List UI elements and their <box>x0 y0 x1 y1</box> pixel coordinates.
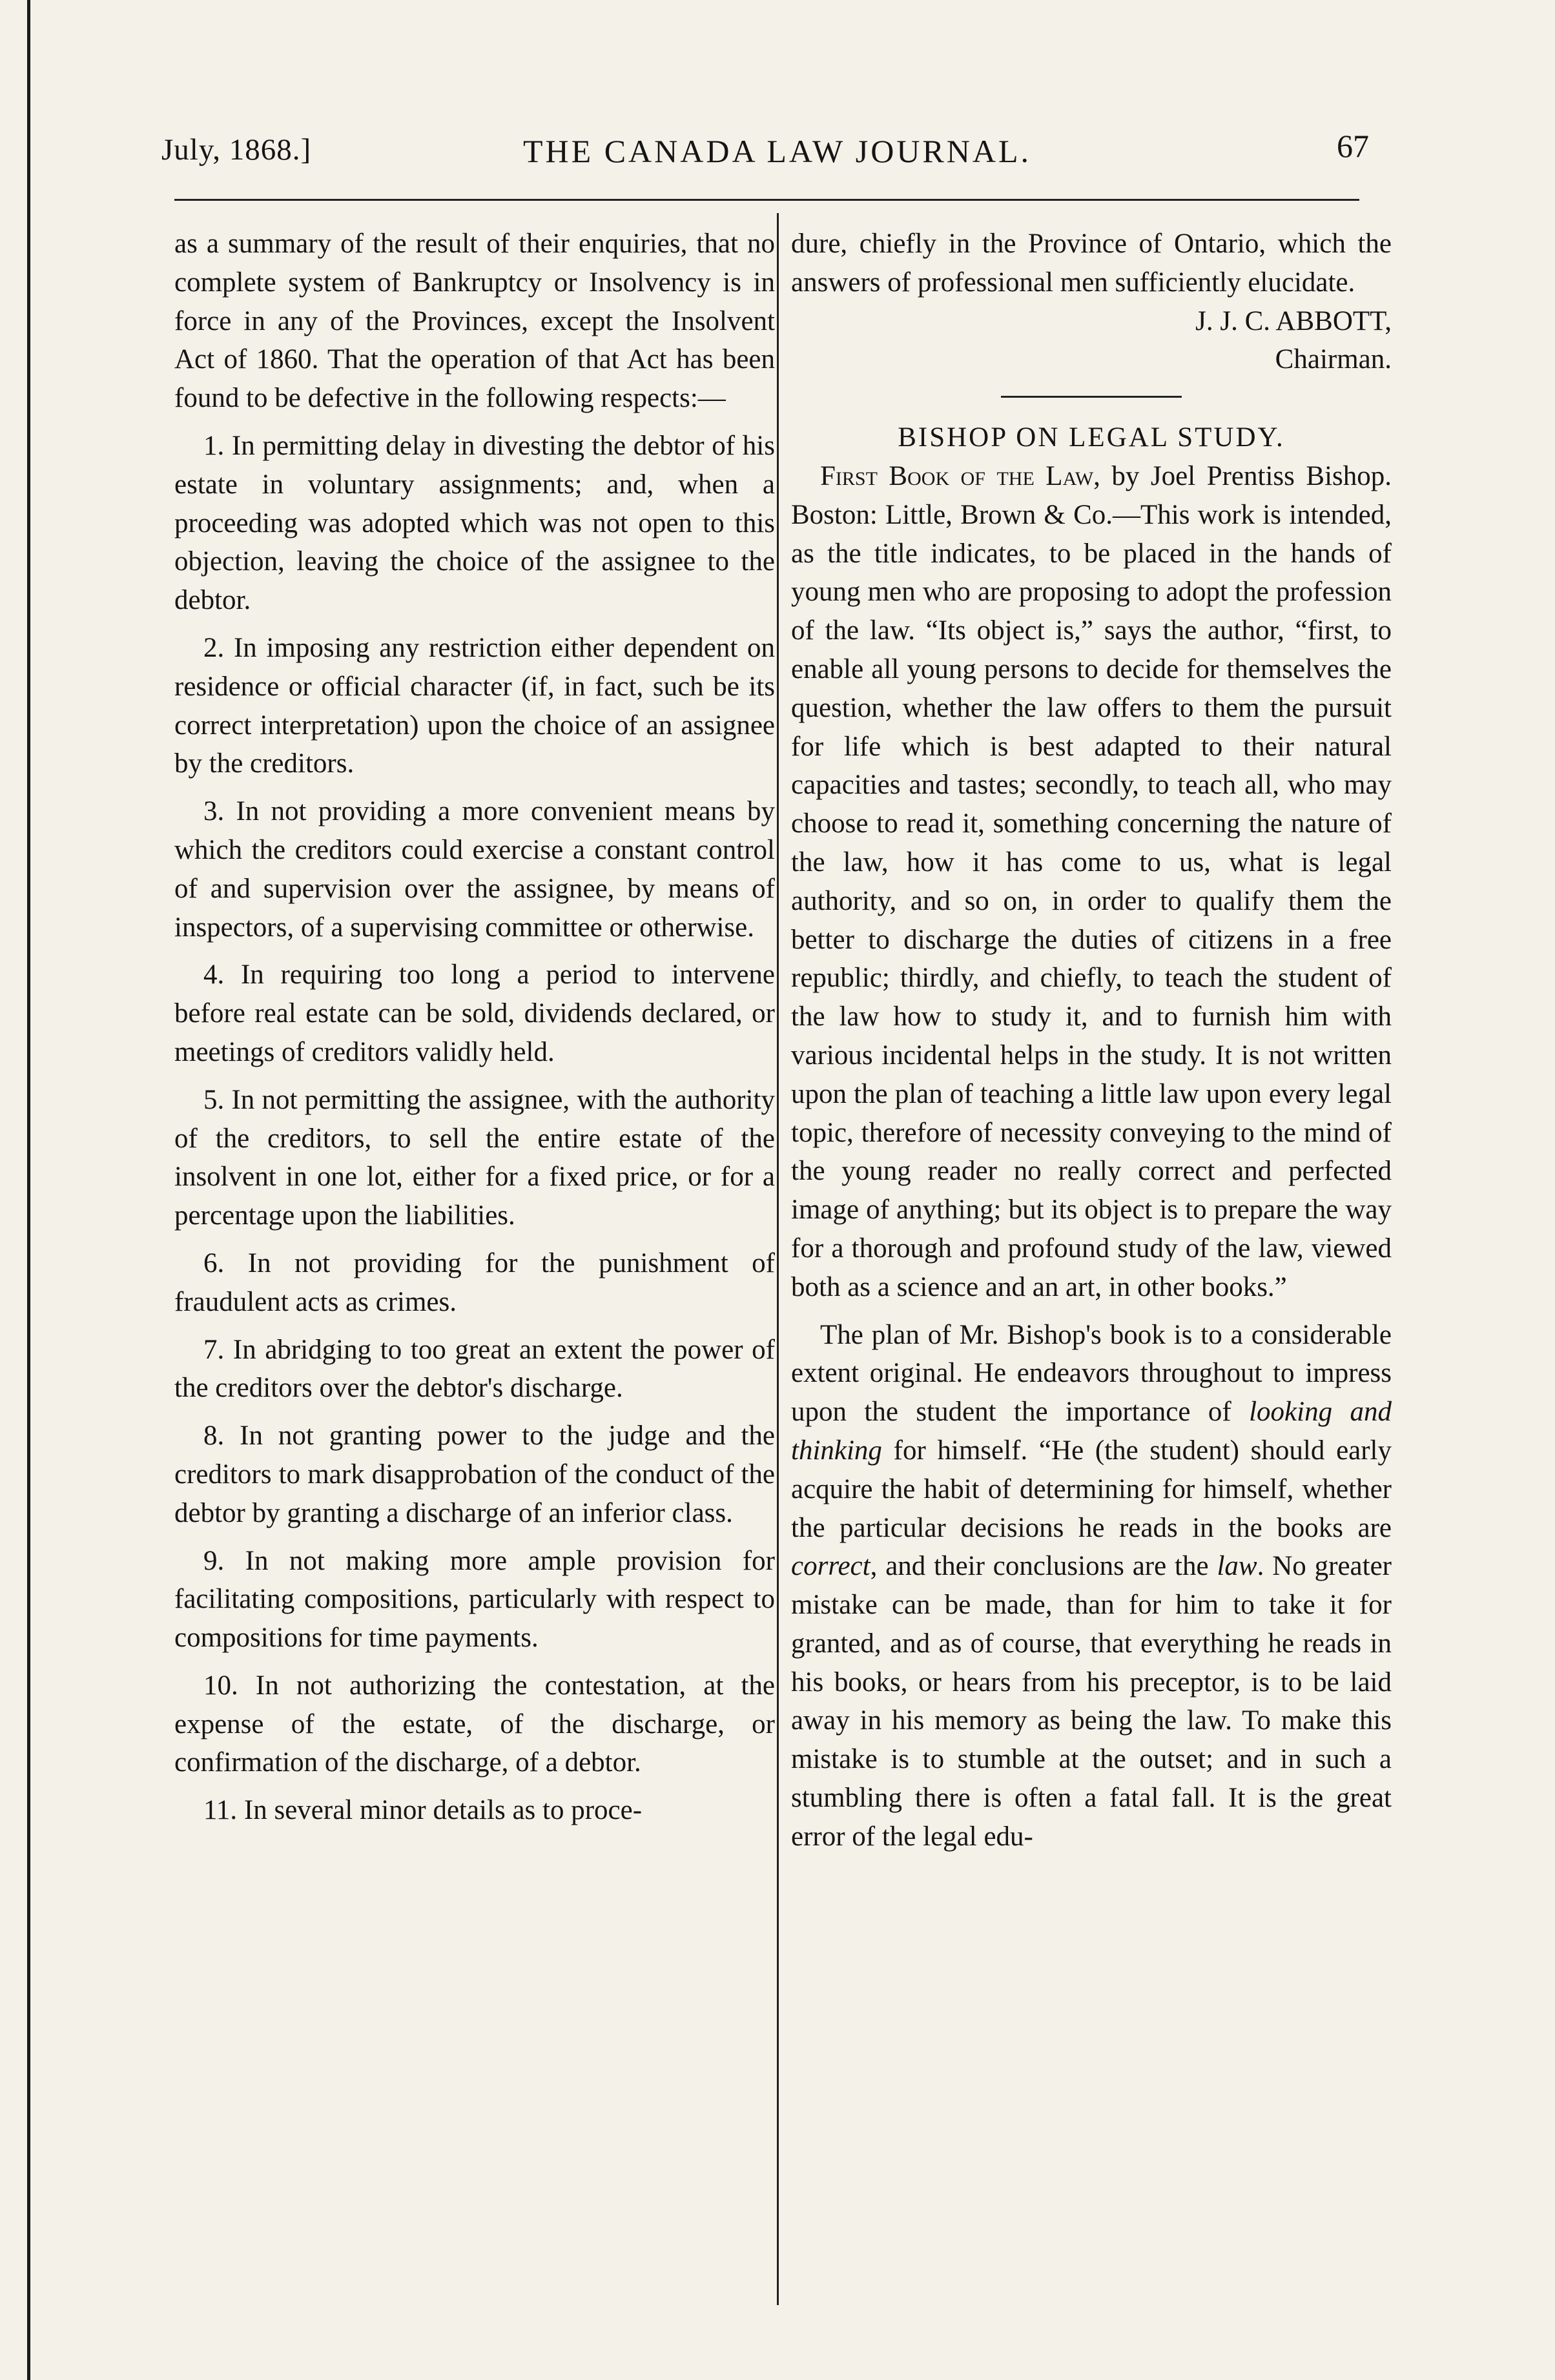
header-date: July, 1868.] <box>161 133 312 167</box>
defect-list <box>174 427 775 1830</box>
signature-title: Chairman. <box>1275 344 1392 375</box>
defect-item: 6. In not providing for the punishment of fraudulent acts as crimes. <box>174 1247 775 1317</box>
right-column <box>791 225 1392 1856</box>
page-number: 67 <box>1337 128 1369 164</box>
review-paragraph-1 <box>791 457 1392 1307</box>
defect-item: 7. In abridging to too great an extent the power of the creditors over the debtor's discharge. <box>174 1334 775 1404</box>
book-title: First Book of the Law, <box>820 460 1100 491</box>
signature-name: J. J. C. ABBOTT, <box>1195 305 1392 336</box>
defect-item: 2. In imposing any restriction either dependent on residence or official character (if, in fact, such be its correct interpretation) upon the choice of an assignee by the creditors. <box>174 632 775 779</box>
defect-item: 8. In not granting power to the judge and the creditors to mark disapprobation of the conduct of the debtor by granting a discharge of an inferior class. <box>174 1421 775 1528</box>
review-paragraph-1-text: by Joel Prentiss Bishop. Boston: Little, Brown & Co.—This work is intended, as the title indicates, to be placed in the hands of young men who are proposing to adopt the profession of the law. “Its object is,” says the author, “first, to enable all young persons to decide for themselves the question, whether the law offers to them the pursuit for life which is best adapted to their natural capacities and tastes; secondly, to teach all, who may choose to read it, something concerning the nature of the law, how it has come to us, what is legal authority, and so on, in order to qualify them the better to discharge the duties of citizens in a free republic; thirdly, and chiefly, to teach the student of the law how to study it, and to furnish him with various incidental helps in the study. It is not written upon the plan of teaching a little law upon every legal topic, therefore of necessity conveying to the mind of the young reader no really correct and perfected image of anything; but its object is to prepare the way for a thorough and profound study of the law, viewed both as a science and an art, in other books.” <box>791 460 1392 1302</box>
defect-item: 9. In not making more ample provision for facilitating compositions, particularly with respect to compositions for time payments. <box>174 1545 775 1654</box>
review-paragraph-2-part-d: . No greater mistake can be made, than for him to take it for granted, and as of course, that everything he reads in his books, or hears from his preceptor, is to be laid away in his memory as being the law. To make this mistake is to stumble at the outset; and in such a stumbling there is often a fatal fall. It is the great error of the legal edu- <box>791 1551 1392 1852</box>
page-header <box>161 128 1369 190</box>
defect-item: 1. In permitting delay in divesting the debtor of his estate in voluntary assignments; and, when a proceeding was adopted which was not open to this objection, leaving the choice of the assignee to the debtor. <box>174 430 775 616</box>
defect-item: 11. In several minor details as to proce- <box>203 1795 643 1826</box>
column-divider <box>777 213 779 2305</box>
defect-item: 5. In not permitting the assignee, with the authority of the creditors, to sell the entire estate of the insolvent in one lot, either for a fixed price, or for a percentage upon the liabilities. <box>174 1084 775 1231</box>
defect-item: 4. In requiring too long a period to intervene before real estate can be sold, dividends declared, or meetings of creditors validly held. <box>174 959 775 1067</box>
report-conclusion-paragraph: dure, chiefly in the Province of Ontario, which the answers of professional men sufficiently elucidate. <box>791 229 1392 298</box>
report-intro-paragraph: as a summary of the result of their enquiries, that no complete system of Bankruptcy or Insolvency is in force in any of the Provinces, except the Insolvent Act of 1860. That the operation of that Act has been found to be defective in the following respects:— <box>174 229 775 414</box>
emphasis-correct: correct <box>791 1551 870 1582</box>
binding-margin-line <box>27 0 30 2380</box>
review-paragraph-2-part-a: The plan of Mr. Bishop's book is to a considerable extent original. He endeavors throughout to impress upon the student the importance of <box>791 1319 1392 1428</box>
review-paragraph-2 <box>791 1316 1392 1856</box>
journal-title: THE CANADA LAW JOURNAL. <box>523 133 1032 169</box>
emphasis-looking-thinking: looking and thinking <box>791 1397 1392 1466</box>
section-rule <box>1001 396 1182 398</box>
left-column <box>174 225 775 1830</box>
emphasis-law: law <box>1217 1551 1257 1582</box>
review-paragraph-2-part-c: , and their conclusions are the <box>870 1551 1217 1582</box>
review-paragraph-2-part-b: for himself. “He (the student) should early acquire the habit of determining for himself, whether the particular decisions he reads in the books are <box>791 1435 1392 1543</box>
article-title: BISHOP ON LEGAL STUDY. <box>898 422 1285 453</box>
defect-item: 3. In not providing a more convenient means by which the creditors could exercise a constant control of and supervision over the assignee, by means of inspectors, of a supervising committee or otherwise. <box>174 796 775 943</box>
defect-item: 10. In not authorizing the contestation, at the expense of the estate, of the discharge, or confirmation of the discharge, of a debtor. <box>174 1670 775 1778</box>
header-rule <box>174 199 1359 201</box>
